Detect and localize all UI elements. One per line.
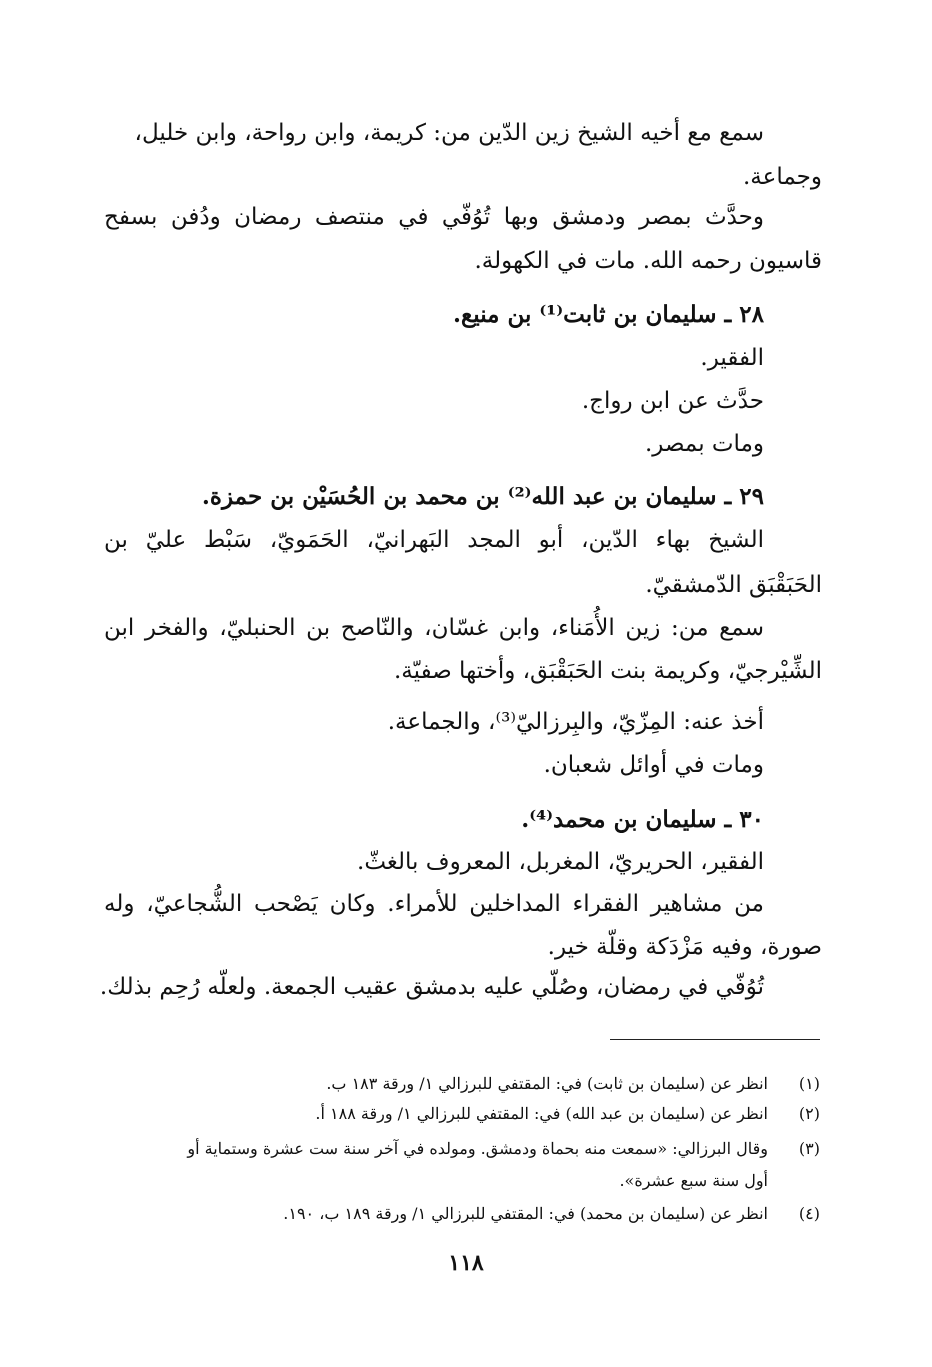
entry-heading-28: ٢٨ ـ سليمان بن ثابت⁽¹⁾ بن منيع. [453,301,764,328]
body-line: الفقير. [700,345,764,371]
body-line: حدَّث عن ابن رواج. [581,388,764,414]
footnote-number: (١) [798,1074,820,1093]
footnote-1 [104,1073,820,1095]
page-number: ١١٨ [448,1250,484,1276]
entry-heading-30: ٣٠ ـ سليمان بن محمد⁽⁴⁾. [521,806,764,833]
footnote-divider [610,1039,820,1040]
body-line: وحدَّث بمصر ودمشق وبها تُوُفّي في منتصف رمضان ودُفن بسفح [104,204,764,230]
body-line: تُوُفّي في رمضان، وصُلّي عليه بدمشق عقيب الجمعة. ولعلّه رُحِم بذلك. [99,974,764,1000]
footnote-2 [104,1103,820,1125]
footnote-text: وقال البرزالي: «سمعت منه بحماة ودمشق. ومولده في آخر سنة ست عشرة وستماية أو [187,1139,768,1158]
footnote-number: (٢) [798,1104,820,1123]
body-line: من مشاهير الفقراء المداخلين للأمراء. وكان يَصْحب الشُّجاعيّ، وله [104,891,764,917]
body-line: أخذ عنه: المِزّيّ، والبِرزاليّ⁽³⁾، والجماعة. [387,709,764,735]
body-line: ومات بمصر. [644,431,764,457]
footnote-4 [104,1203,820,1225]
body-line: الفقير، الحريريّ، المغربل، المعروف بالغثّ. [357,849,764,875]
body-line: الحَبَقْبَق الدّمشقيّ. [645,572,822,598]
body-line: سمع مع أخيه الشيخ زين الدّين من: كريمة، وابن رواحة، وابن خليل، [134,120,764,146]
body-line: قاسيون رحمه الله. مات في الكهولة. [474,248,822,274]
footnote-3-continuation: أول سنة سبع عشرة». [619,1171,768,1190]
body-line: صورة، وفيه مَزْدَكة وقلّة خير. [547,934,822,960]
entry-heading-29: ٢٩ ـ سليمان بن عبد الله⁽²⁾ بن محمد بن الحُسَيْن بن حمزة. [201,483,764,510]
footnote-number: (٣) [798,1139,820,1158]
footnote-number: (٤) [798,1204,820,1223]
footnote-text: انظر عن (سليمان بن عبد الله) في: المقتفي للبرزالي ١/ ورقة ١٨٨ أ. [315,1104,768,1123]
body-line: الشِّيْرجيّ، وكريمة بنت الحَبَقْبَق، وأختها صفيّة. [394,658,822,684]
body-line: الشيخ بهاء الدّين، أبو المجد البَهرانيّ، الحَمَويّ، سَبْط عليّ بن [104,527,764,553]
body-line: ومات في أوائل شعبان. [543,752,764,778]
body-line: وجماعة. [743,164,822,190]
footnote-3 [104,1138,820,1160]
footnote-text: انظر عن (سليمان بن ثابت) في: المقتفي للبرزالي ١/ ورقة ١٨٣ ب. [326,1074,768,1093]
body-line: سمع من: زين الأُمَناء، وابن غسّان، والنّاصح بن الحنبليّ، والفخر ابن [104,615,764,641]
footnote-text: انظر عن (سليمان بن محمد) في: المقتفي للبرزالي ١/ ورقة ١٨٩ ب، ١٩٠. [283,1204,768,1223]
